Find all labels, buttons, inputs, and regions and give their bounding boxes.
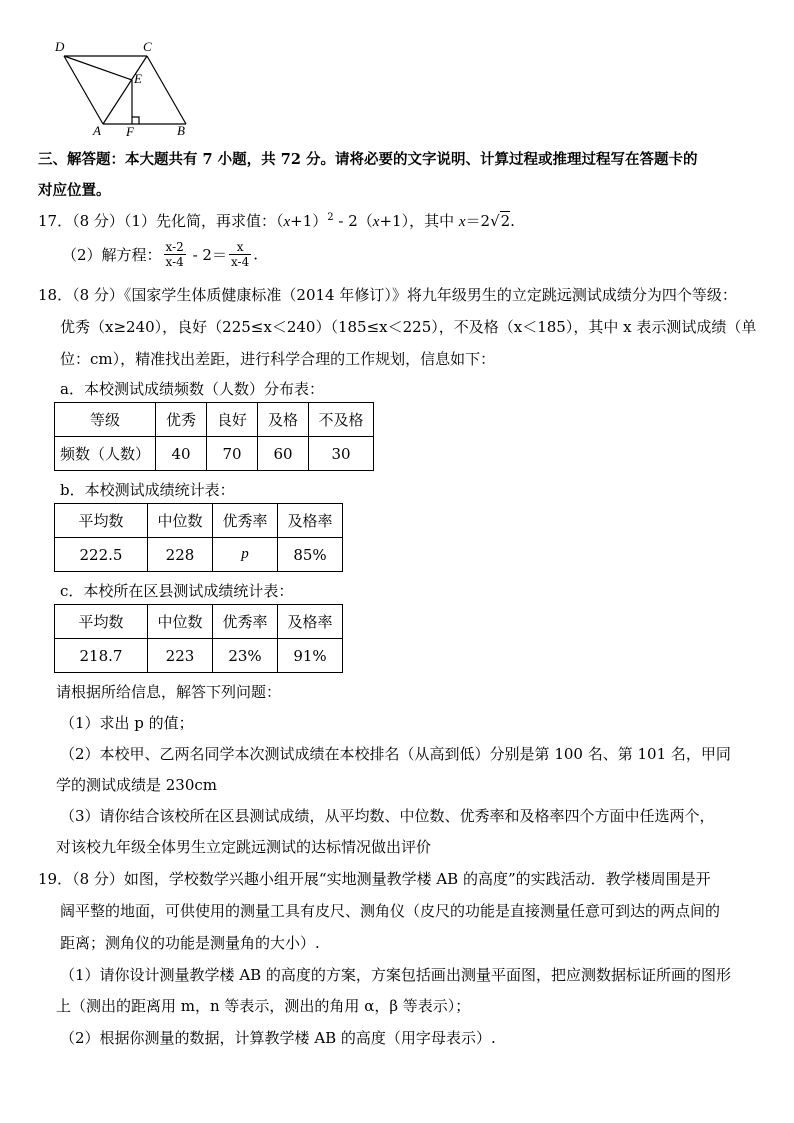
table-a-cell: 30 (309, 437, 374, 471)
q18-intro: 请根据所给信息，解答下列问题： (56, 683, 282, 701)
q18-sub2-line2: 学的测试成绩是 230cm (56, 776, 218, 794)
table-b-cell: 222.5 (55, 538, 148, 572)
q18-line2: 优秀（x≥240），良好（225≤x＜240）（185≤x＜225），不及格（x＜185），其中 x 表示测试成绩（单 (60, 318, 757, 336)
table-b-header: 中位数 (148, 504, 213, 538)
table-c-header: 优秀率 (213, 605, 278, 639)
table-a-header: 良好 (207, 403, 258, 437)
table-a-cell: 60 (258, 437, 309, 471)
label-f: F (126, 124, 134, 138)
segment-cb (147, 56, 186, 124)
label-a: A (93, 123, 101, 138)
q18-sub3-line2: 对该校九年级全体男生立定跳远测试的达标情况做出评价 (56, 838, 432, 856)
q19-line3: 距离；测角仪的功能是测量角的大小）. (60, 934, 320, 952)
table-a-cell: 频数（人数） (55, 437, 156, 471)
q18-b-label: b．本校测试成绩统计表： (60, 481, 235, 499)
table-b-cell: p (213, 538, 278, 572)
table-c-cell: 218.7 (55, 639, 148, 673)
table-c-header: 及格率 (278, 605, 343, 639)
q18-sub2-line1: （2）本校甲、乙两名同学本次测试成绩在本校排名（从高到低）分别是第 100 名、第 101 名，甲同 (60, 745, 731, 763)
table-a-header: 及格 (258, 403, 309, 437)
table-b-header: 优秀率 (213, 504, 278, 538)
section-3-title-line2: 对应位置。 (38, 182, 111, 199)
label-d: D (55, 39, 65, 54)
segment-de (64, 56, 132, 80)
table-a-header: 优秀 (156, 403, 207, 437)
table-c-header: 平均数 (55, 605, 148, 639)
q19-line2: 阔平整的地面，可供使用的测量工具有皮尺、测角仪（皮尺的功能是直接测量任意可到达的两点间的 (60, 902, 721, 920)
table-a-cell: 70 (207, 437, 258, 471)
section-3-title-line1: 三、解答题：本大题共有 7 小题，共 72 分。请将必要的文字说明、计算过程或推理过程写在答题卡的 (38, 151, 698, 168)
q18-c-label: c．本校所在区县测试成绩统计表： (60, 582, 294, 600)
table-a-header: 不及格 (309, 403, 374, 437)
table-b-cell: 228 (148, 538, 213, 572)
fraction-2: $\frac{x}{x-4}$ (230, 240, 250, 269)
table-c (54, 604, 343, 673)
table-a-cell: 40 (156, 437, 207, 471)
table-c-cell: 23% (213, 639, 278, 673)
table-b (54, 503, 343, 572)
table-b-header: 及格率 (278, 504, 343, 538)
table-a (54, 402, 374, 471)
q19-sub1-line2: 上（测出的距离用 m，n 等表示，测出的角用 α，β 等表示）； (56, 997, 471, 1015)
q18-sub3-line1: （3）请你结合该校所在区县测试成绩，从平均数、中位数、优秀率和及格率四个方面中任选两个， (60, 807, 715, 825)
q19-line1: 19．（8 分）如图，学校数学兴趣小组开展“实地测量教学楼 AB 的高度”的实践活动．教学楼周围是开 (38, 870, 711, 888)
table-b-header: 平均数 (55, 504, 148, 538)
label-c: C (143, 39, 152, 54)
segment-da (64, 56, 103, 124)
q18-a-label: a．本校测试成绩频数（人数）分布表： (60, 380, 324, 398)
label-b: B (177, 123, 185, 138)
table-c-header: 中位数 (148, 605, 213, 639)
right-angle-mark (132, 117, 139, 124)
q18-line3: 位：cm），精准找出差距，进行科学合理的工作规划，信息如下： (60, 350, 496, 368)
q18-line1: 18．（8 分）《国家学生体质健康标准（2014 年修订）》将九年级男生的立定跳远测试成绩分为四个等级： (38, 286, 737, 304)
segment-ac (103, 56, 147, 124)
fraction-1: $\frac{x-2}{x-4}$ (165, 240, 184, 269)
table-a-header: 等级 (55, 403, 156, 437)
q19-sub2: （2）根据你测量的数据，计算教学楼 AB 的高度（用字母表示）. (60, 1029, 496, 1047)
table-c-cell: 91% (278, 639, 343, 673)
q17-part2: （2）解方程： $\frac{x-2}{x-4}$ - 2＝ $\frac{x}{x-4}$ . (62, 240, 258, 269)
table-c-cell: 223 (148, 639, 213, 673)
q17-part1: 17．（8 分）（1）先化简，再求值：$(x+1)^2 - 2(x+1)$，其中 x＝2√2. (38, 212, 515, 230)
label-e: E (134, 71, 142, 86)
q19-sub1-line1: （1）请你设计测量教学楼 AB 的高度的方案，方案包括画出测量平面图，把应测数据标证所画的图形 (60, 966, 731, 984)
parallelogram-figure (50, 38, 200, 138)
q18-sub1: （1）求出 p 的值； (60, 714, 194, 732)
table-b-cell: 85% (278, 538, 343, 572)
